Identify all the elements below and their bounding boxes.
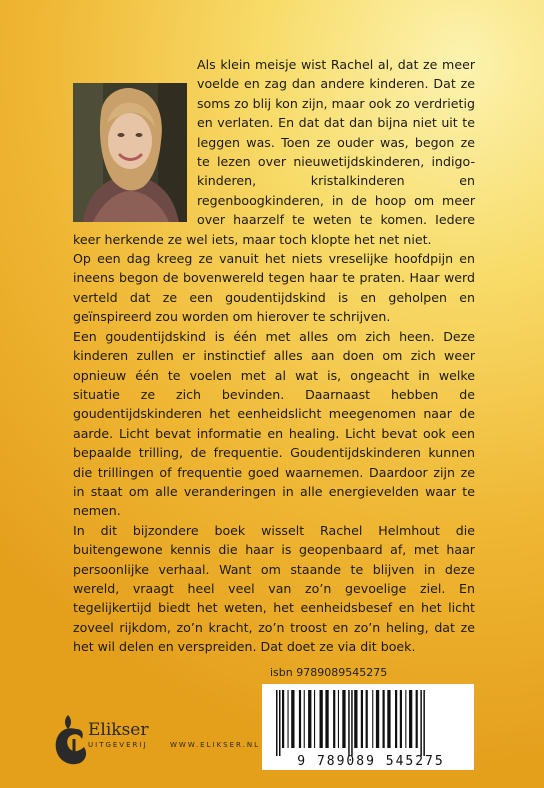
barcode-bar (282, 690, 284, 748)
barcode-bar (299, 690, 301, 748)
barcode-image (262, 684, 474, 770)
barcode-bar (338, 690, 339, 748)
barcode-bar (405, 690, 406, 748)
barcode-bar (416, 690, 418, 748)
barcode-bar (354, 690, 357, 748)
barcode-bar (366, 690, 368, 748)
publisher-subtitle: UITGEVERIJ (88, 741, 148, 749)
barcode-bar (423, 690, 425, 756)
barcode-bar (348, 690, 350, 756)
barcode-bar (320, 690, 323, 748)
barcode-bar (325, 690, 328, 748)
author-portrait-image (73, 83, 187, 222)
barcode-bar (333, 690, 335, 748)
barcode-bar (409, 690, 412, 748)
barcode-bar (276, 690, 278, 756)
publisher-website: WWW.ELIKSER.NL (170, 741, 261, 749)
paragraph-2: Op een dag kreeg ze vanuit het niets vreselijke hoofdpijn en ineens begon de bovenwereld tegen haar te praten. Haar werd verteld dat ze een goudentijdskind is en geholpen en geïnspireerd zou worden om hierover te schrijven. (73, 251, 475, 325)
barcode-bar (361, 690, 363, 748)
barcode-bar (372, 690, 373, 748)
barcode-digits: 9 789089 545275 (297, 754, 445, 769)
barcode-bar (342, 690, 345, 748)
paragraph-3: Een goudentijdskind is één met alles om zich heen. Deze kinderen zullen er instinctief alles aan doen om zich weer opnieuw één te voelen met al wat is, ongeacht in welke situatie ze zich bevinden. Daarnaast hebben de goudentijdskinderen het eenheidslicht meegenomen naar de aarde. Licht bevat informatie en healing. Licht bevat ook een bepaalde trilling, de frequentie. Goudentijdskinderen kunnen die trillingen of frequentie goed waarnemen. Daardoor zijn ze in staat om alle veranderingen in alle energievelden waar te nemen. (73, 328, 475, 519)
barcode-bar (304, 690, 305, 748)
barcode-bar (383, 690, 385, 748)
barcode-bar (395, 690, 397, 748)
paragraph-4: In dit bijzondere boek wisselt Rachel Helmhout die buitengewone kennis die haar is geopenbaard af, met haar persoonlijke verhaal. Want om staande te blijven in deze wereld, vraagt heel veel van zo’n gevoelige ziel. En tegelijkertijd biedt het weten, het eenheidsbesef en het licht zoveel rijkdom, zo’n kracht, zo’n troost en zo’n heling, dat ze het wil delen en verspreiden. Dat doet ze via dit boek. (73, 522, 475, 655)
isbn-label: isbn 9789089545275 (270, 666, 388, 679)
barcode (262, 684, 474, 770)
paragraph-1: Als klein meisje wist Rachel al, dat ze meer voelde en zag dan andere kinderen. Dat ze soms zo blij kon zijn, maar ook zo verdrietig en verlaten. En dat dat dan bijna niet uit te leggen was. Toen ze ouder was, begon ze te lezen over nieuwetijdskinderen, indigo-kinderen, kristalkinderen en regenboogkinderen, in de hoop om meer over haarzelf te weten te komen. Iedere keer herkende ze wel iets, maar toch klopte het net niet. (73, 57, 475, 247)
barcode-bar (308, 690, 311, 748)
barcode-bar (376, 690, 379, 748)
barcode-bar (291, 690, 294, 748)
barcode-bar (387, 690, 390, 748)
author-photo (73, 83, 187, 222)
barcode-bar (400, 690, 402, 748)
barcode-bar (288, 690, 289, 748)
publisher-name: Elikser (88, 720, 149, 740)
barcode-bar (314, 690, 315, 748)
barcode-bar (420, 690, 422, 756)
barcode-bar (279, 690, 281, 756)
barcode-bar (351, 690, 353, 756)
